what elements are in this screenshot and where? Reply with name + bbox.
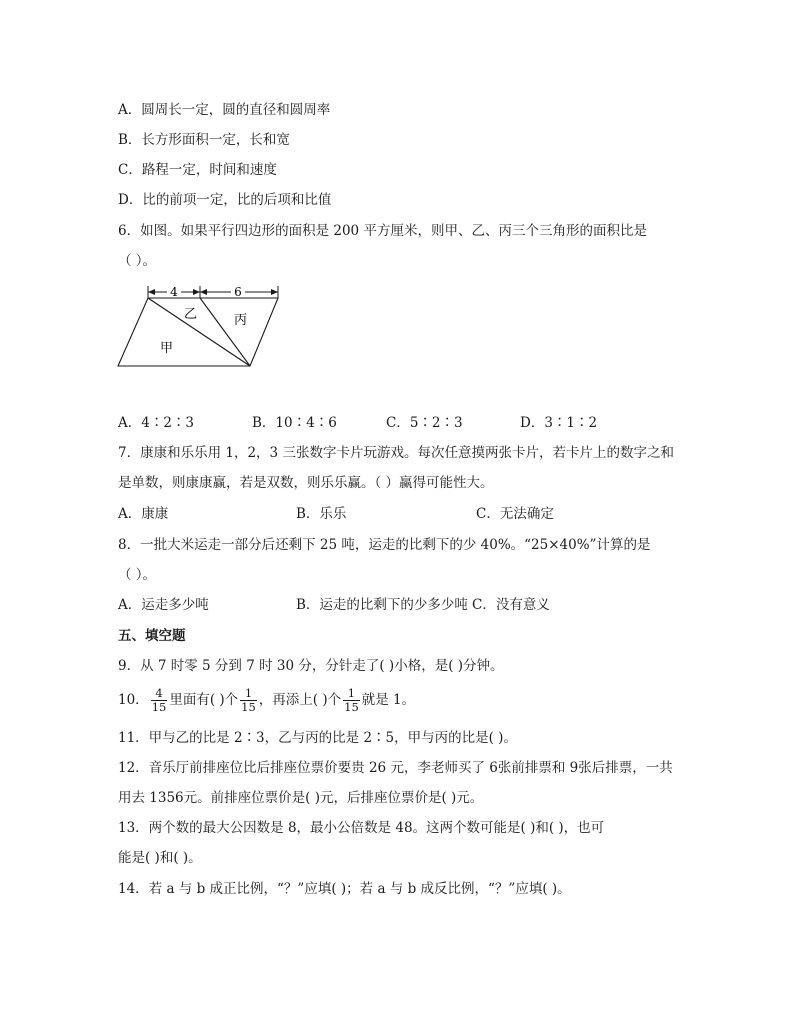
section5-title: 五、填空题 [118,628,186,644]
q6-dim-right: 6 [234,285,242,299]
q6-question-line1: 6．如图。如果平行四边形的面积是 200 平方厘米，则甲、乙、丙三个三角形的面积比是 [118,223,647,239]
q10-prefix: 10． [118,692,149,708]
q11-question: 11．甲与乙的比是 2∶3，乙与丙的比是 2∶5，甲与丙的比是( )。 [118,730,517,746]
q12-question-line2: 用去 1356元。前排座位票价是( )元，后排座位票价是( )元。 [118,790,484,806]
q13-question-line2: 能是( )和( )。 [118,850,202,866]
q6-option-d: D．3∶1∶2 [520,415,598,431]
q8-question-line2: （ ）。 [118,567,157,583]
q8-option-c: C．没有意义 [472,597,550,613]
q10-suffix: 就是 1。 [361,692,416,708]
q7-option-a: A．康康 [118,506,169,522]
q6-option-b: B．10∶4∶6 [252,415,337,431]
q6-parallelogram-figure [110,278,290,376]
q5-option-d: D．比的前项一定，比的后项和比值 [118,192,332,208]
q6-question-line2: （ ）。 [118,253,157,269]
q9-question: 9．从 7 时零 5 分到 7 时 30 分，分针走了( )小格，是( )分钟。 [118,658,504,674]
q5-option-a: A．圆周长一定，圆的直径和圆周率 [118,102,331,118]
q8-option-a: A．运走多少吨 [118,597,209,613]
q5-option-c: C．路程一定，时间和速度 [118,162,277,178]
q6-label-jia: 甲 [160,341,174,356]
q5-option-b: B．长方形面积一定，长和宽 [118,132,290,148]
q7-option-b: B．乐乐 [296,506,347,522]
q10-fraction-1-15-b: $\frac{1}{15}$ [344,686,359,714]
q12-question-line1: 12．音乐厅前排座位比后排座位票价要贵 26 元，李老师买了 6张前排票和 9张后排票，一共 [118,760,673,776]
q14-question: 14．若 a 与 b 成正比例，“？”应填( )；若 a 与 b 成反比例，“？”应填( )。 [118,881,571,897]
q10-text-2: ，再添上( )个 [258,692,342,708]
q6-option-a: A．4∶2∶3 [118,415,195,431]
q8-option-b: B．运走的比剩下的少多少吨 [296,597,468,613]
q6-label-bing: 丙 [234,313,248,328]
q7-question-line2: 是单数，则康康赢，若是双数，则乐乐赢。（ ）赢得可能性大。 [118,475,494,491]
q7-question-line1: 7．康康和乐乐用 1，2，3 三张数字卡片玩游戏。每次任意摸两张卡片，若卡片上的数字之和 [118,445,674,461]
q10-fraction-1-15-a: $\frac{1}{15}$ [241,686,256,714]
q10-fraction-4-15: $\frac{4}{15}$ [151,686,167,714]
q13-question-line1: 13．两个数的最大公因数是 8，最小公倍数是 48。这两个数可能是( )和( )，也可 [118,820,605,836]
q7-option-c: C．无法确定 [476,506,554,522]
q6-option-c: C．5∶2∶3 [386,415,463,431]
q10-text-1: 里面有( )个 [169,692,239,708]
q6-dim-left: 4 [170,285,178,299]
q6-label-yi: 乙 [184,307,198,322]
q10-question [118,685,415,715]
q8-question-line1: 8．一批大米运走一部分后还剩下 25 吨，运走的比剩下的少 40%。“25×40%”计算的是 [118,537,651,553]
